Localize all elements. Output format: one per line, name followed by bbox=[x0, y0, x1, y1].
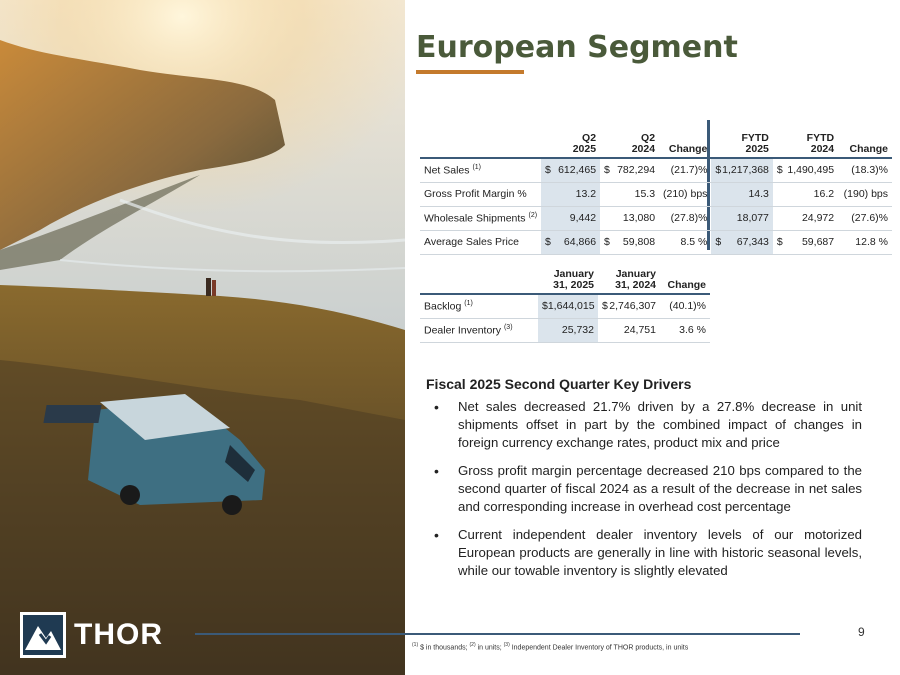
table-header-label bbox=[420, 268, 538, 294]
hero-photo bbox=[0, 0, 405, 675]
cell-q2-2025: $ 64,866 bbox=[541, 230, 600, 254]
header-change-fytd: Change bbox=[838, 132, 892, 158]
row-label: Dealer Inventory $^{(3)}$ bbox=[420, 318, 538, 342]
cell-q2-2024: $ 59,808 bbox=[600, 230, 659, 254]
key-drivers-title-bold: Fiscal 2025 Second Quarter bbox=[426, 376, 610, 392]
cell-q2-2025: 9,442 bbox=[541, 206, 600, 230]
cell-jan-2025: $ 1,644,015 bbox=[538, 294, 598, 318]
list-item: • Gross profit margin percentage decreased 210 bps compared to the second quarter of fiscal 2024 as a result of the decrease in net sales and corresponding increase in overhead cost percentage bbox=[432, 462, 862, 516]
cell-jan-2024: 24,751 bbox=[598, 318, 660, 342]
table-header-row bbox=[420, 268, 710, 294]
table-row bbox=[420, 206, 892, 230]
header-q2-2024: Q2 2024 bbox=[600, 132, 659, 158]
cell-change: 3.6 % bbox=[660, 318, 710, 342]
cell-jan-2025: 25,732 bbox=[538, 318, 598, 342]
table-header-row bbox=[420, 132, 892, 158]
key-drivers-title-rest: Key Drivers bbox=[609, 376, 692, 392]
header-fytd-2025: FYTD 2025 bbox=[711, 132, 772, 158]
cell-change: (40.1)% bbox=[660, 294, 710, 318]
cell-change-fytd: (18.3)% bbox=[838, 158, 892, 182]
cell-change-q: (210) bps bbox=[659, 182, 711, 206]
footnote: $^{(1)}$ $ in thousands; $^{(2)}$ in units; $^{(3)}$ Independent Dealer Inventory of THOR products, in units bbox=[412, 642, 689, 652]
header-jan-2025: January 31, 2025 bbox=[538, 268, 598, 294]
thor-logo-text: THOR bbox=[74, 618, 163, 651]
cell-change-fytd: (190) bps bbox=[838, 182, 892, 206]
segment-metrics-table bbox=[420, 132, 892, 255]
key-drivers-title bbox=[426, 376, 691, 392]
header-fytd-2024: FYTD 2024 bbox=[773, 132, 838, 158]
table-row bbox=[420, 294, 710, 318]
header-jan-2024: January 31, 2024 bbox=[598, 268, 660, 294]
backlog-inventory-table bbox=[420, 268, 710, 343]
cell-change-q: (21.7)% bbox=[659, 158, 711, 182]
cell-change-fytd: 12.8 % bbox=[838, 230, 892, 254]
cell-q2-2025: $ 612,465 bbox=[541, 158, 600, 182]
row-label: Net Sales $^{(1)}$ bbox=[420, 158, 541, 182]
cell-fytd-2025: $ 1,217,368 bbox=[711, 158, 772, 182]
table-row bbox=[420, 318, 710, 342]
table-row bbox=[420, 182, 892, 206]
header-change: Change bbox=[660, 268, 710, 294]
row-label: Backlog $^{(1)}$ bbox=[420, 294, 538, 318]
cell-jan-2024: $ 2,746,307 bbox=[598, 294, 660, 318]
key-drivers-list bbox=[432, 398, 862, 590]
cell-change-q: (27.8)% bbox=[659, 206, 711, 230]
page-number: 9 bbox=[858, 625, 865, 639]
header-change-q: Change bbox=[659, 132, 711, 158]
cell-fytd-2024: 16.2 bbox=[773, 182, 838, 206]
header-q2-2025: Q2 2025 bbox=[541, 132, 600, 158]
cell-q2-2024: 13,080 bbox=[600, 206, 659, 230]
cell-fytd-2025: 18,077 bbox=[711, 206, 772, 230]
list-item: • Current independent dealer inventory levels of our motorized European products are generally in line with historic seasonal levels, while our towable inventory is slightly elevated bbox=[432, 526, 862, 580]
page-title: European Segment bbox=[416, 30, 738, 65]
cell-fytd-2024: $ 59,687 bbox=[773, 230, 838, 254]
coastal-van-photo bbox=[0, 0, 405, 675]
cell-fytd-2024: 24,972 bbox=[773, 206, 838, 230]
table-header-label bbox=[420, 132, 541, 158]
table-row bbox=[420, 230, 892, 254]
cell-q2-2024: 15.3 bbox=[600, 182, 659, 206]
thor-logo bbox=[20, 612, 163, 658]
table-row bbox=[420, 158, 892, 182]
cell-change-fytd: (27.6)% bbox=[838, 206, 892, 230]
cell-change-q: 8.5 % bbox=[659, 230, 711, 254]
cell-fytd-2025: 14.3 bbox=[711, 182, 772, 206]
cell-q2-2024: $ 782,294 bbox=[600, 158, 659, 182]
row-label: Average Sales Price bbox=[420, 230, 541, 254]
title-underline bbox=[416, 70, 524, 74]
row-label: Wholesale Shipments $^{(2)}$ bbox=[420, 206, 541, 230]
cell-q2-2025: 13.2 bbox=[541, 182, 600, 206]
cell-fytd-2025: $ 67,343 bbox=[711, 230, 772, 254]
row-label: Gross Profit Margin % bbox=[420, 182, 541, 206]
footer-rule bbox=[195, 633, 800, 635]
list-item: • Net sales decreased 21.7% driven by a 27.8% decrease in unit shipments offset in part by the combined impact of changes in foreign currency exchange rates, product mix and price bbox=[432, 398, 862, 452]
cell-fytd-2024: $ 1,490,495 bbox=[773, 158, 838, 182]
thor-mountain-logo-icon bbox=[20, 612, 66, 658]
